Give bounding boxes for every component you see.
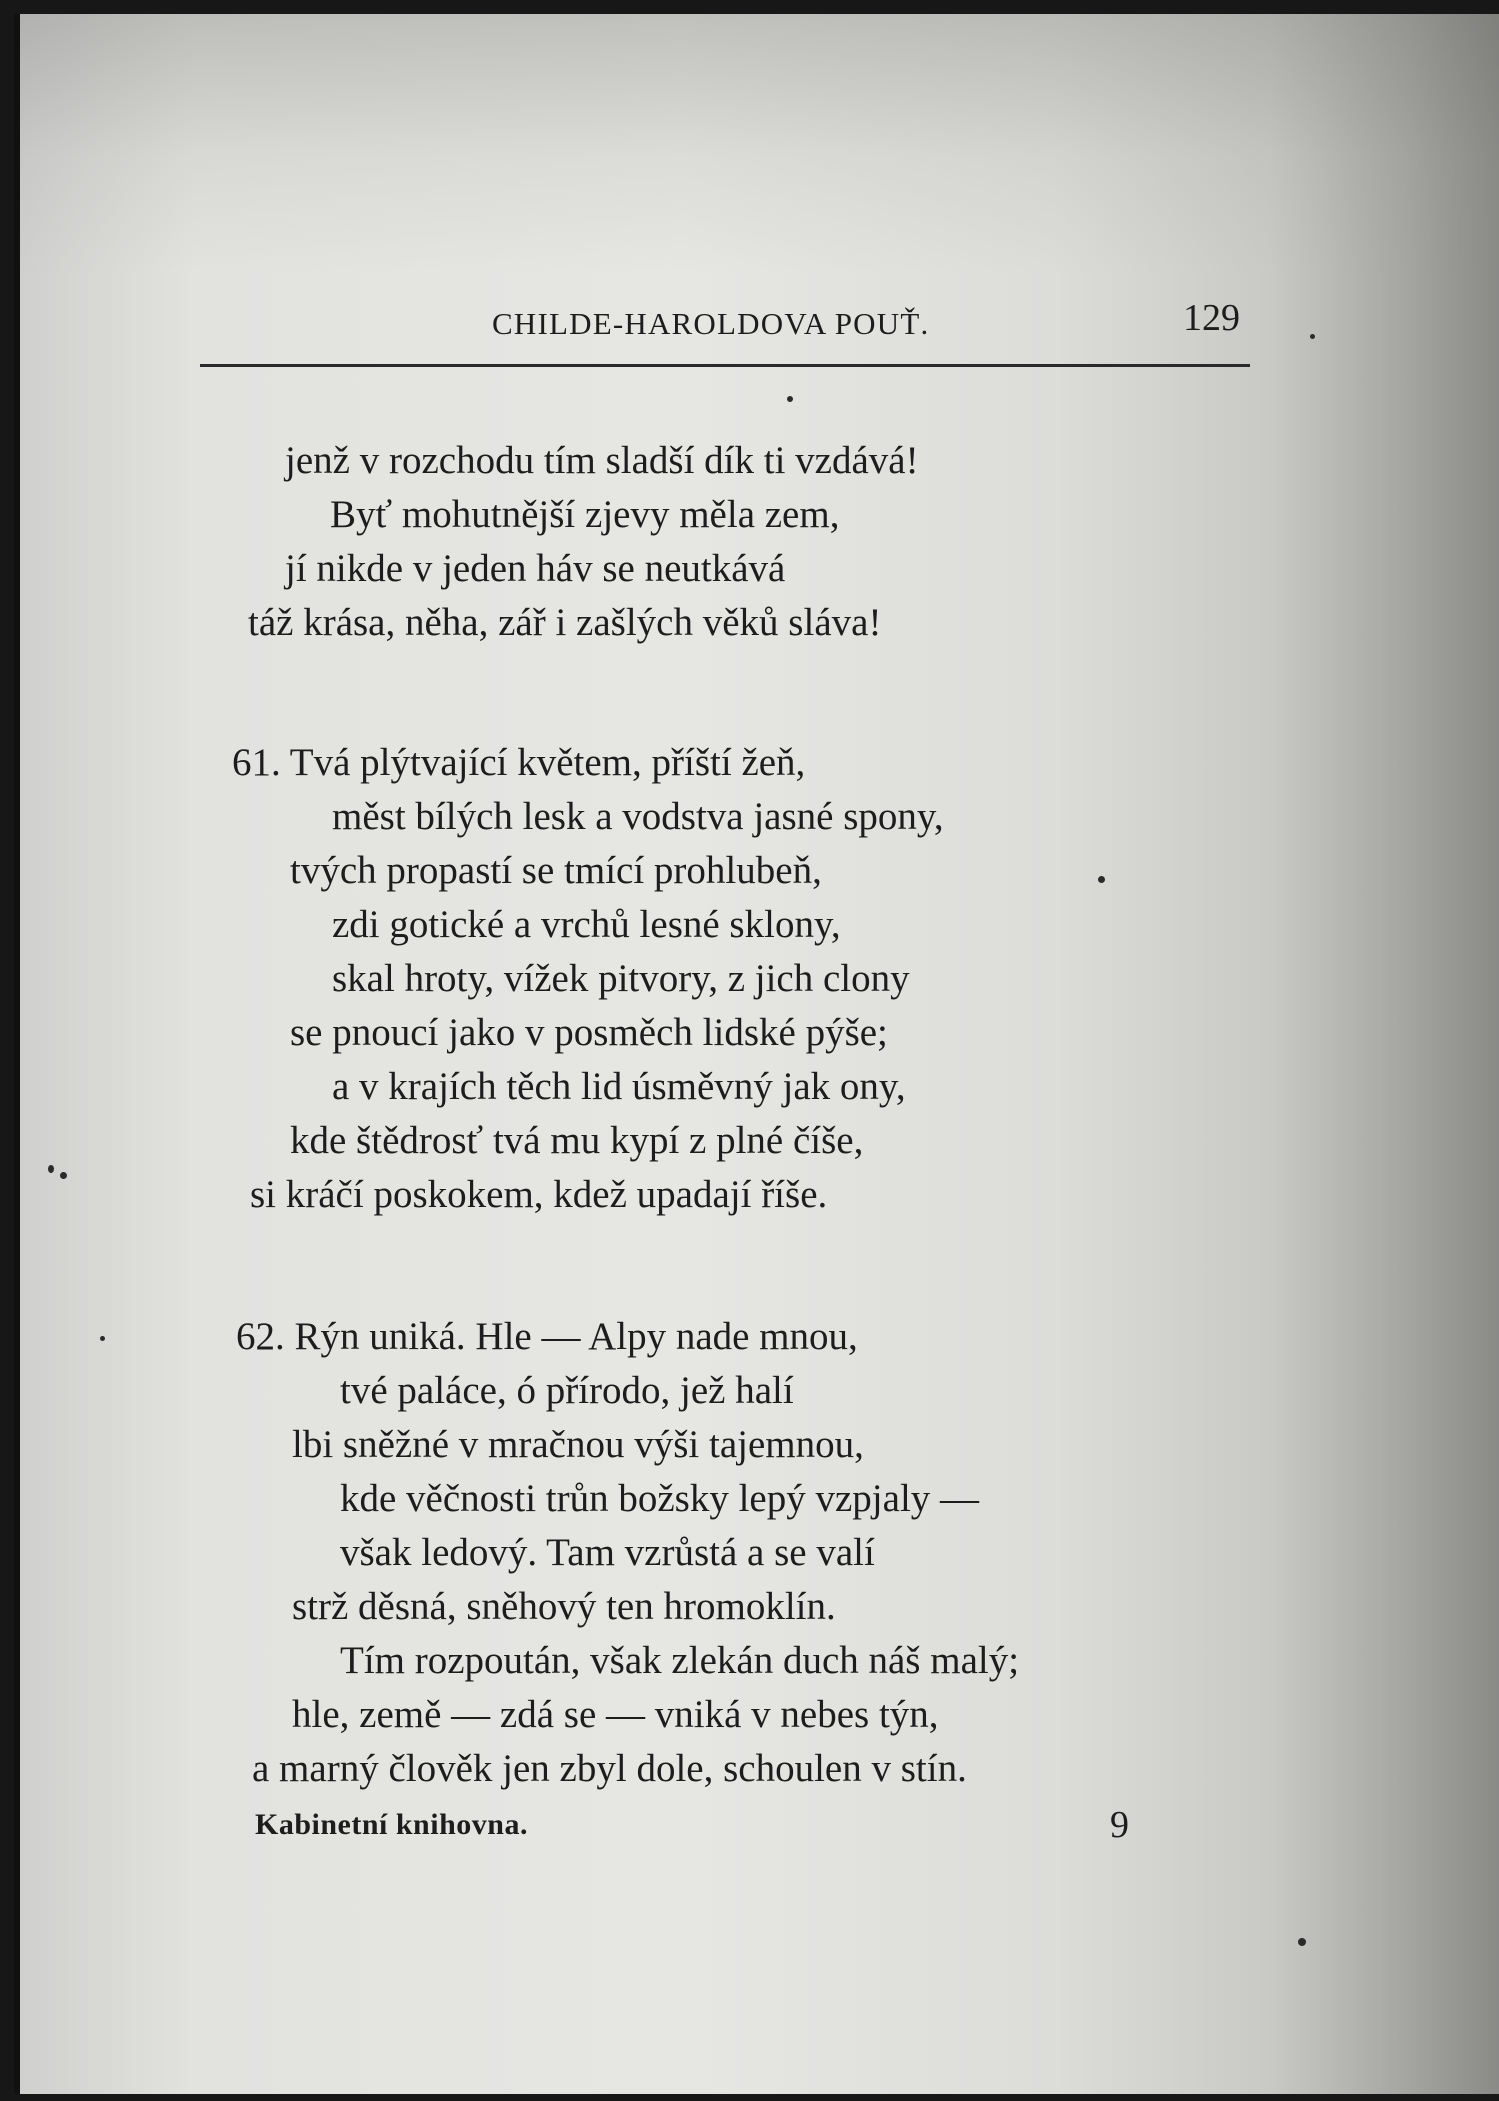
verse-line: jenž v rozchodu tím sladší dík ti vzdává! (285, 439, 919, 482)
running-header-title: CHILDE-HAROLDOVA POUŤ. (492, 306, 930, 341)
sheet-number: 9 (1110, 1804, 1129, 1846)
scan-speck (1310, 334, 1315, 339)
verse-line: Byť mohutnější zjevy měla zem, (330, 493, 840, 536)
verse-line: táž krása, něha, zář i zašlých věků sláva! (248, 601, 882, 644)
footer-signature: Kabinetní knihovna. (255, 1808, 528, 1841)
verse-line: lbi sněžné v mračnou výši tajemnou, (292, 1423, 864, 1466)
scan-speck (1098, 876, 1105, 883)
verse-line: skal hroty, vížek pitvory, z jich clony (332, 957, 910, 1000)
verse-line: však ledový. Tam vzrůstá a se valí (340, 1531, 875, 1574)
scan-speck (787, 396, 793, 402)
page-number: 129 (1183, 297, 1240, 339)
verse-line: tvé paláce, ó přírodo, jež halí (340, 1369, 794, 1412)
scan-speck (1298, 1938, 1306, 1946)
verse-line: si kráčí poskokem, kdež upadají říše. (250, 1173, 828, 1216)
verse-line: strž děsná, sněhový ten hromoklín. (292, 1585, 836, 1628)
header-divider (200, 364, 1250, 367)
verse-line: hle, země — zdá se — vniká v nebes týn, (292, 1693, 939, 1736)
verse-line: kde věčnosti trůn božsky lepý vzpjaly — (340, 1477, 980, 1520)
verse-line: a v krajích těch lid úsměvný jak ony, (332, 1065, 906, 1108)
verse-line: tvých propastí se tmící prohlubeň, (290, 849, 822, 892)
page-edge-shadow (14, 14, 20, 2094)
verse-line: kde štědrosť tvá mu kypí z plné číše, (290, 1119, 864, 1162)
verse-line: 61. Tvá plýtvající květem, příští žeň, (232, 741, 806, 784)
verse-line: a marný člověk jen zbyl dole, schoulen v stín. (252, 1747, 967, 1790)
scan-speck (60, 1172, 67, 1179)
verse-line: 62. Rýn uniká. Hle — Alpy nade mnou, (236, 1315, 858, 1358)
verse-line: Tím rozpoután, však zlekán duch náš malý; (340, 1639, 1020, 1682)
verse-line: jí nikde v jeden háv se neutkává (285, 547, 786, 590)
scan-speck (100, 1336, 105, 1341)
scan-speck (48, 1165, 54, 1173)
verse-line: zdi gotické a vrchů lesné sklony, (332, 903, 841, 946)
verse-line: měst bílých lesk a vodstva jasné spony, (332, 795, 944, 838)
verse-line: se pnoucí jako v posměch lidské pýše; (290, 1011, 888, 1054)
